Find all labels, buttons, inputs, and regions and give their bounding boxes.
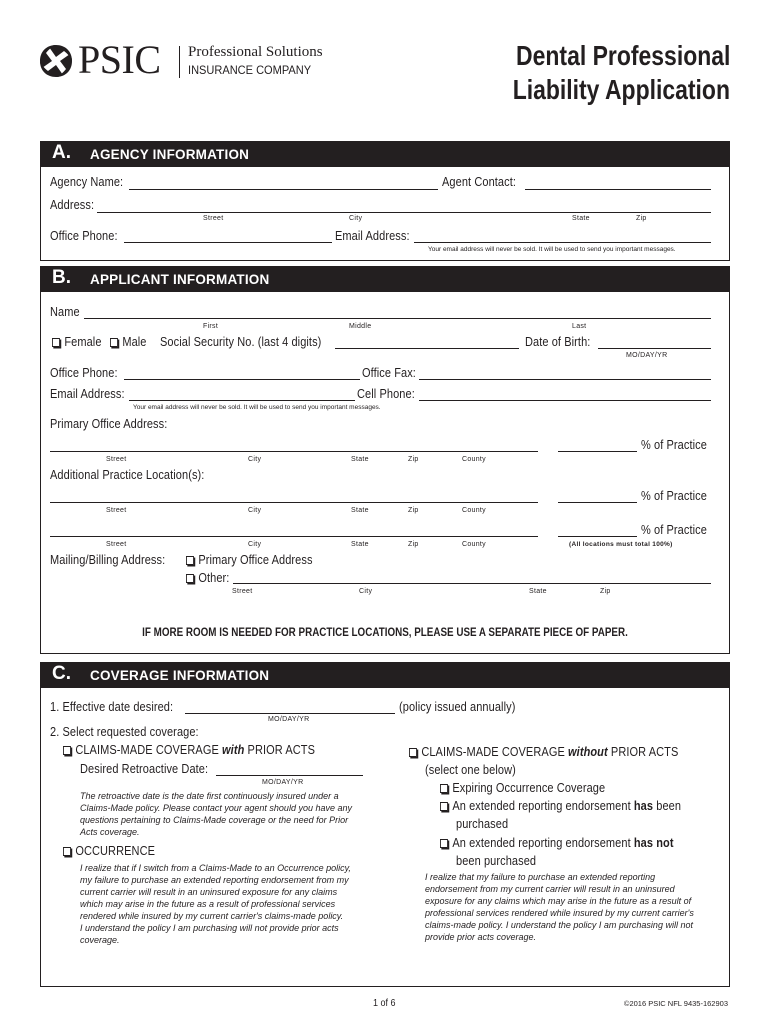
additional-location-1-pct-label: % of Practice (641, 489, 707, 503)
section-a-letter: A. (52, 142, 71, 163)
retro-text-line: Acts coverage. (80, 827, 140, 837)
primary-city-caption: City (248, 456, 262, 463)
section-a-title: AGENCY INFORMATION (90, 147, 250, 162)
page-number: 1 of 6 (373, 998, 396, 1009)
dob-label: Date of Birth: (525, 335, 591, 349)
additional-location-2-pct-field[interactable] (558, 536, 637, 537)
loc2-zip-caption: Zip (408, 541, 419, 548)
male-checkbox[interactable] (110, 338, 118, 347)
occurrence-label: OCCURRENCE (75, 844, 156, 858)
mailing-other-option[interactable] (186, 571, 229, 585)
agency-office-phone-field[interactable] (124, 242, 332, 243)
mailing-other-label: Other: (198, 571, 230, 585)
mailing-primary-label: Primary Office Address (198, 553, 313, 567)
additional-location-1-field[interactable] (50, 502, 538, 503)
without-text-line: claims-made policy. I understand the policy I am purchasing will not (425, 920, 693, 930)
loc1-city-caption: City (248, 507, 262, 514)
expiring-occurrence-option[interactable] (440, 781, 605, 795)
section-b-header (40, 266, 730, 292)
loc1-state-caption: State (351, 507, 369, 514)
loc2-county-caption: County (462, 541, 486, 548)
ssn-field[interactable] (335, 348, 519, 349)
ext-hasnot-option[interactable] (440, 836, 674, 850)
expiring-occurrence-label: Expiring Occurrence Coverage (452, 781, 606, 795)
select-coverage-label: 2. Select requested coverage: (50, 725, 199, 739)
effective-date-field[interactable] (185, 713, 395, 714)
applicant-name-field[interactable] (84, 318, 711, 319)
cm-with-prior-acts-checkbox[interactable] (63, 746, 71, 755)
primary-county-caption: County (462, 456, 486, 463)
ssn-label: Social Security No. (last 4 digits) (160, 335, 322, 349)
occurrence-text-line: I realize that if I switch from a Claims-Made to an Occurrence policy, (80, 863, 351, 873)
agency-office-phone-label: Office Phone: (50, 229, 118, 243)
additional-location-1-pct-field[interactable] (558, 502, 637, 503)
name-first-caption: First (203, 323, 219, 330)
gender-female-option[interactable] (52, 335, 102, 349)
logo-wordmark: PSIC (78, 37, 161, 82)
cm-without-prior-acts-checkbox[interactable] (409, 748, 417, 757)
effective-date-note: (policy issued annually) (399, 700, 516, 714)
ext-has-option[interactable] (440, 799, 681, 813)
section-b-letter: B. (52, 267, 71, 288)
psic-logo-mark-icon (38, 43, 74, 79)
agent-contact-field[interactable] (525, 189, 711, 190)
ext-has-label-cont: purchased (456, 817, 509, 831)
mailing-street-caption: Street (232, 588, 253, 595)
logo-divider (179, 46, 180, 78)
ext-has-label-post: been (653, 799, 682, 813)
psic-logo (38, 37, 328, 82)
applicant-email-label: Email Address: (50, 387, 125, 401)
additional-location-2-field[interactable] (50, 536, 538, 537)
without-prior-acts-explanation (425, 871, 694, 943)
agency-state-caption: State (572, 215, 590, 222)
primary-zip-caption: Zip (408, 456, 419, 463)
mailing-address-label: Mailing/Billing Address: (50, 553, 166, 567)
occurrence-checkbox[interactable] (63, 847, 71, 856)
cm-with-label-post: PRIOR ACTS (244, 743, 316, 757)
more-room-notice: IF MORE ROOM IS NEEDED FOR PRACTICE LOCATIONS, PLEASE USE A SEPARATE PIECE OF PAPER. (142, 625, 628, 639)
logo-company-line2: INSURANCE COMPANY (188, 63, 312, 77)
name-middle-caption: Middle (349, 323, 372, 330)
primary-office-pct-field[interactable] (558, 451, 637, 452)
applicant-office-phone-label: Office Phone: (50, 366, 118, 380)
retro-text-line: The retroactive date is the date first continuously insured under a (80, 791, 339, 801)
agency-address-label: Address: (50, 198, 95, 212)
male-label: Male (122, 335, 147, 349)
without-text-line: exposure for any claims which may arise in the future as a result of (425, 896, 692, 906)
mailing-city-caption: City (359, 588, 373, 595)
female-checkbox[interactable] (52, 338, 60, 347)
primary-office-address-field[interactable] (50, 451, 538, 452)
occurrence-explanation (80, 862, 351, 946)
effective-date-format-caption: MO/DAY/YR (268, 716, 310, 723)
primary-street-caption: Street (106, 456, 127, 463)
occurrence-text-line: I understand the policy I am purchasing will not provide prior acts (80, 923, 339, 933)
without-text-line: I realize that my failure to purchase an extended reporting (425, 872, 656, 882)
primary-state-caption: State (351, 456, 369, 463)
form-code: ©2016 PSIC NFL 9435-162903 (623, 999, 728, 1008)
section-b-title: APPLICANT INFORMATION (90, 272, 270, 287)
ext-has-label-bold: has (633, 799, 654, 813)
without-text-line: provide prior acts coverage. (425, 932, 537, 942)
applicant-name-label: Name (50, 305, 80, 319)
section-a-header (40, 141, 730, 167)
section-c-header (40, 662, 730, 688)
occurrence-option[interactable] (63, 844, 155, 858)
page-title-line1: Dental Professional (515, 40, 730, 71)
name-last-caption: Last (572, 323, 587, 330)
agency-email-field[interactable] (414, 242, 711, 243)
applicant-office-phone-field[interactable] (124, 379, 360, 380)
cm-with-label-pre: CLAIMS-MADE COVERAGE (75, 743, 223, 757)
retro-text-line: questions pertaining to Claims-Made coverage or the need for Prior (80, 815, 349, 825)
ext-hasnot-label-cont: been purchased (456, 854, 537, 868)
mailing-primary-option[interactable] (186, 553, 313, 567)
occurrence-text-line: current carrier will result in an uninsured exposure for any claims (80, 887, 338, 897)
loc2-city-caption: City (248, 541, 262, 548)
additional-locations-label: Additional Practice Location(s): (50, 468, 205, 482)
agency-address-field[interactable] (97, 212, 711, 213)
occurrence-text-line: which may arise in the future as a result of professional services (80, 899, 336, 909)
cm-without-label-post: PRIOR ACTS (607, 745, 679, 759)
dob-field[interactable] (598, 348, 711, 349)
agent-contact-label: Agent Contact: (442, 175, 517, 189)
occurrence-text-line: my failure to purchase an extended reporting endorsement from my (80, 875, 349, 885)
mailing-state-caption: State (529, 588, 547, 595)
without-text-line: professional services rendered while insured by my current carrier's (425, 908, 694, 918)
retro-date-explanation (80, 790, 352, 838)
agency-name-label: Agency Name: (50, 175, 124, 189)
primary-office-label: Primary Office Address: (50, 417, 168, 431)
cm-with-prior-acts-option[interactable] (63, 743, 315, 757)
gender-male-option[interactable] (110, 335, 147, 349)
effective-date-label: 1. Effective date desired: (50, 700, 174, 714)
mailing-other-checkbox[interactable] (186, 574, 194, 583)
dob-format-caption: MO/DAY/YR (626, 352, 668, 359)
retro-date-label: Desired Retroactive Date: (80, 762, 209, 776)
office-fax-label: Office Fax: (362, 366, 416, 380)
mailing-other-field[interactable] (233, 583, 711, 584)
retro-date-format-caption: MO/DAY/YR (262, 779, 304, 786)
ext-has-checkbox[interactable] (440, 802, 448, 811)
expiring-occurrence-checkbox[interactable] (440, 784, 448, 793)
primary-office-pct-label: % of Practice (641, 438, 707, 452)
loc1-zip-caption: Zip (408, 507, 419, 514)
cell-phone-label: Cell Phone: (357, 387, 415, 401)
without-text-line: endorsement from my current carrier will result in an uninsured (425, 884, 675, 894)
female-label: Female (64, 335, 102, 349)
occurrence-text-line: rendered while insured by my current carrier's claims-made policy. (80, 911, 344, 921)
agency-street-caption: Street (203, 215, 224, 222)
ext-hasnot-label-pre: An extended reporting endorsement (452, 836, 634, 850)
loc2-street-caption: Street (106, 541, 127, 548)
mailing-primary-checkbox[interactable] (186, 556, 194, 565)
page-title-line2: Liability Application (512, 74, 730, 105)
agency-zip-caption: Zip (636, 215, 647, 222)
cm-without-prior-acts-option[interactable] (409, 745, 678, 759)
agency-email-label: Email Address: (335, 229, 410, 243)
ext-has-label-pre: An extended reporting endorsement (452, 799, 634, 813)
agency-city-caption: City (349, 215, 363, 222)
section-c-letter: C. (52, 663, 71, 684)
all-locations-note: (All locations must total 100%) (569, 541, 673, 548)
office-fax-field[interactable] (419, 379, 711, 380)
loc2-state-caption: State (351, 541, 369, 548)
cm-without-label-pre: CLAIMS-MADE COVERAGE (421, 745, 569, 759)
loc1-county-caption: County (462, 507, 486, 514)
loc1-street-caption: Street (106, 507, 127, 514)
cell-phone-field[interactable] (419, 400, 711, 401)
retro-text-line: Claims-Made policy. Please contact your agent should you have any (80, 803, 352, 813)
agency-email-note: Your email address will never be sold. It will be used to send you important messages. (428, 246, 676, 253)
section-c-title: COVERAGE INFORMATION (90, 668, 270, 683)
retro-date-field[interactable] (216, 775, 363, 776)
ext-hasnot-label-bold: has not (633, 836, 674, 850)
mailing-zip-caption: Zip (600, 588, 611, 595)
applicant-email-field[interactable] (129, 400, 355, 401)
ext-hasnot-checkbox[interactable] (440, 839, 448, 848)
agency-name-field[interactable] (129, 189, 438, 190)
additional-location-2-pct-label: % of Practice (641, 523, 707, 537)
cm-with-label-em: with (222, 743, 245, 757)
cm-without-label-em: without (568, 745, 608, 759)
applicant-email-note: Your email address will never be sold. It will be used to send you important messages. (133, 404, 381, 411)
occurrence-text-line: coverage. (80, 935, 120, 945)
select-one-label: (select one below) (425, 763, 516, 777)
logo-company-line1: Professional Solutions (188, 44, 323, 60)
